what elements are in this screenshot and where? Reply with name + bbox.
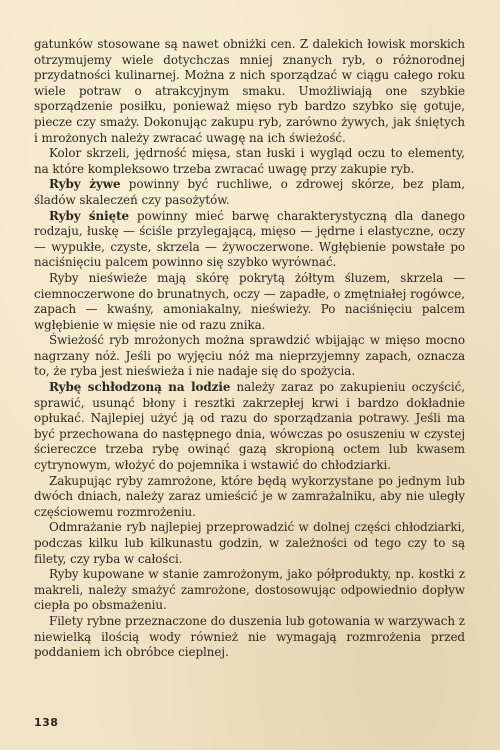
page-number: 138 — [34, 716, 59, 729]
paragraph-text: Odmrażanie ryb najlepiej przeprowadzić w dolnej części chłodziarki, podczas kilku lub kilkunastu godzin, w zależności od tego czy to są filety, czy ryba w całości. — [34, 520, 465, 566]
paragraph-11 — [34, 614, 465, 661]
paragraph-text: powinny być ruchliwe, o zdrowej skórze, bez plam, śladów skaleczeń czy pasożytów. — [34, 177, 465, 207]
paragraph-3 — [34, 177, 465, 208]
paragraph-lead-bold: Ryby śnięte — [49, 208, 130, 223]
paragraph-5 — [34, 271, 465, 333]
paragraph-text: Ryby kupowane w stanie zamrożonym, jako półprodukty, np. kostki z makreli, należy smażyć zamrożone, dostosowując odpowiednio dopływ ciepła po obsmażeniu. — [34, 567, 465, 613]
paragraph-text: Ryby nieświeże mają skórę pokrytą żółtym śluzem, skrzela — ciemnoczerwone do brunatnych, oczy — zapadłe, o zmętniałej rogówce, zapach — kwaśny, amoniakalny, nieświeży. Po naciśnięciu palcem wgłębienie w mięsie nie od razu znika. — [34, 270, 465, 332]
paragraph-text: należy zaraz po zakupieniu oczyścić, sprawić, usunąć błony i resztki zakrzepłej krwi i bardzo dokładnie opłukać. Najlepiej użyć ją od razu do sporządzania potrawy. Jeśli ma być przechowana do następnego dnia, wówczas po osuszeniu w czystej ściereczce trzeba rybę owinąć gazą skropioną octem lub kwasem cytrynowym, włożyć do pojemnika i wstawić do chłodziarki. — [34, 380, 466, 473]
paragraph-9 — [34, 520, 465, 567]
paragraph-2 — [34, 146, 465, 177]
paragraph-lead-bold: Rybę schłodzoną na lodzie — [49, 380, 231, 395]
paragraph-1 — [34, 37, 465, 146]
paragraph-6 — [34, 333, 465, 380]
paragraph-7 — [34, 380, 465, 474]
paragraph-text: gatunków stosowane są nawet obniżki cen. Z dalekich łowisk morskich otrzymujemy wiele dotychczas mniej znanych ryb, o różnorodnej przydatności kulinarnej. Można z nich sporządzać w ciągu całego roku wiele potraw o atrakcyjnym smaku. Umożliwiają one szybkie sporządzenie posiłku, ponieważ mięso ryb bardzo szybko się gotuje, piecze czy smaży. Dokonując zakupu ryb, zarówno żywych, jak śniętych i mrożonych należy zwracać uwagę na ich świeżość. — [34, 37, 465, 145]
paragraph-text: powinny mieć barwę charakterystyczną dla danego rodzaju, łuskę — ściśle przylegającą, mięso — jędrne i elastyczne, oczy — wypukłe, czyste, skrzela — żywoczerwone. Wgłębienie powstałe po naciśnięciu palcem powinno się szybko wyrównać. — [34, 208, 466, 270]
paragraph-text: Filety rybne przeznaczone do duszenia lub gotowania w warzywach z niewielką ilością wody również nie wymagają rozmrożenia przed poddaniem ich obróbce cieplnej. — [34, 613, 465, 660]
paragraph-8 — [34, 474, 465, 521]
paragraph-text: Zakupując ryby zamrożone, które będą wykorzystane po jednym lub dwóch dniach, należy zaraz umieścić je w zamrażalniku, aby nie uległy częściowemu rozmrożeniu. — [34, 473, 465, 519]
paragraph-lead-bold: Ryby żywe — [49, 177, 121, 192]
paragraph-text: Kolor skrzeli, jędrność mięsa, stan łuski i wygląd oczu to elementy, na które kompleksowo trzeba zwracać uwagę przy zakupie ryb. — [34, 146, 465, 176]
paragraph-text: Świeżość ryb mrożonych można sprawdzić wbijając w mięso mocno nagrzany nóż. Jeśli po wyjęciu nóż ma nieprzyjemny zapach, oznacza to, że ryba jest nieświeża i nie nadaje się do spożycia. — [34, 333, 465, 379]
paragraph-4 — [34, 209, 465, 271]
paragraph-10 — [34, 567, 465, 614]
page-text — [34, 37, 465, 661]
